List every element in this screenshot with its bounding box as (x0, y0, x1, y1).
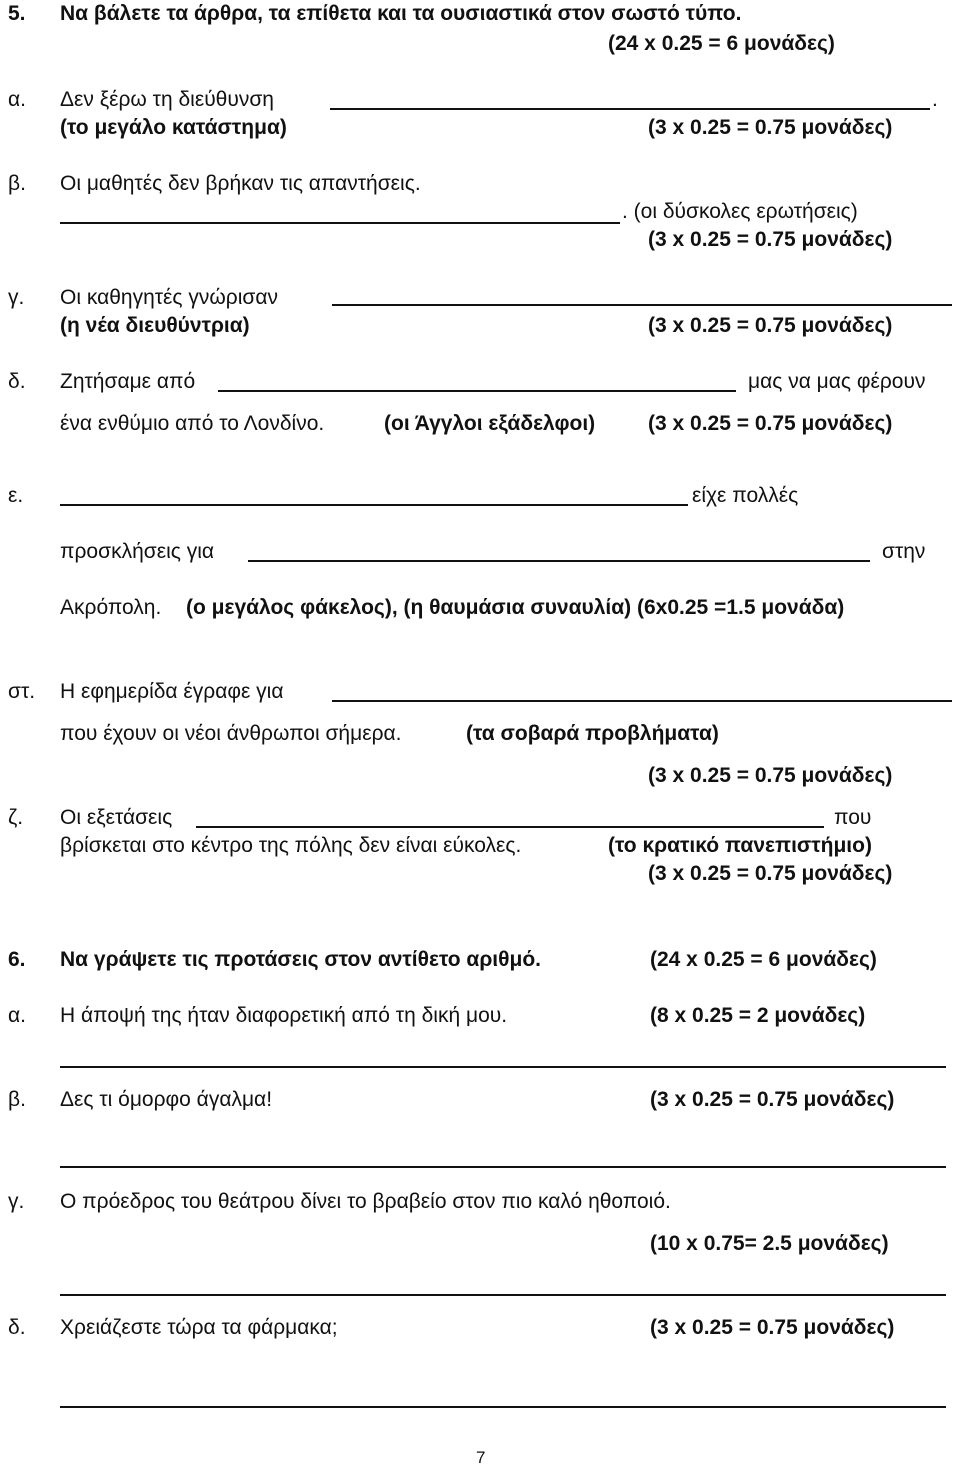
item-text: Χρειάζεστε τώρα τα φάρμακα; (60, 1316, 338, 1339)
item-label: δ. (8, 370, 26, 393)
item-points: (3 x 0.25 = 0.75 μονάδες) (648, 116, 893, 139)
exercise-5-points: (24 x 0.25 = 6 μονάδες) (608, 32, 835, 55)
item-label: α. (8, 1004, 26, 1027)
answer-line[interactable] (196, 826, 824, 828)
item-end: . (932, 88, 938, 111)
item-text: Ο πρόεδρος του θεάτρου δίνει το βραβείο στον πιο καλό ηθοποιό. (60, 1190, 671, 1213)
item-text: που (834, 806, 872, 829)
item-label: στ. (8, 680, 36, 703)
item-text: Οι μαθητές δεν βρήκαν τις απαντήσεις. (60, 172, 421, 195)
item-text: Οι καθηγητές γνώρισαν (60, 286, 278, 309)
answer-line[interactable] (60, 1406, 946, 1408)
item-points: (3 x 0.25 = 0.75 μονάδες) (648, 412, 893, 435)
item-text: Η άποψή της ήταν διαφορετική από τη δική μου. (60, 1004, 508, 1027)
item-text: Η εφημερίδα έγραφε για (60, 680, 284, 703)
item-hint: (τα σοβαρά προβλήματα) (466, 722, 719, 745)
item-text: μας να μας φέρουν (748, 370, 926, 393)
exercise-6-title: Να γράψετε τις προτάσεις στον αντίθετο αριθμό. (60, 948, 542, 971)
item-label: β. (8, 1088, 26, 1111)
item-text: είχε πολλές (692, 484, 799, 507)
item-text: Δεν ξέρω τη διεύθυνση (60, 88, 274, 111)
item-label: ζ. (8, 806, 24, 829)
item-points: (3 x 0.25 = 0.75 μονάδες) (650, 1088, 895, 1111)
answer-line[interactable] (332, 304, 952, 306)
answer-line[interactable] (60, 504, 688, 506)
answer-line[interactable] (60, 1294, 946, 1296)
item-hint: (ο μεγάλος φάκελος), (η θαυμάσια συναυλία) (6x0.25 =1.5 μονάδα) (186, 596, 845, 619)
item-text: Δες τι όμορφο άγαλμα! (60, 1088, 273, 1111)
answer-line[interactable] (332, 700, 952, 702)
exercise-6-number: 6. (8, 948, 26, 971)
item-text: βρίσκεται στο κέντρο της πόλης δεν είναι εύκολες. (60, 834, 522, 857)
exercise-5-number: 5. (8, 2, 26, 25)
exercise-6-points: (24 x 0.25 = 6 μονάδες) (650, 948, 877, 971)
item-hint: (οι Άγγλοι εξάδελφοι) (384, 412, 596, 435)
answer-line[interactable] (330, 108, 930, 110)
answer-line[interactable] (60, 1066, 946, 1068)
item-label: γ. (8, 286, 25, 309)
item-points: (8 x 0.25 = 2 μονάδες) (650, 1004, 866, 1027)
item-text: Ζητήσαμε από (60, 370, 196, 393)
answer-line[interactable] (60, 1166, 946, 1168)
item-points: (3 x 0.25 = 0.75 μονάδες) (648, 314, 893, 337)
item-label: ε. (8, 484, 24, 507)
item-text: ένα ενθύμιο από το Λονδίνο. (60, 412, 325, 435)
item-label: α. (8, 88, 26, 111)
item-points: (10 x 0.75= 2.5 μονάδες) (650, 1232, 889, 1255)
item-hint: . (οι δύσκολες ερωτήσεις) (622, 200, 858, 223)
item-points: (3 x 0.25 = 0.75 μονάδες) (648, 764, 893, 787)
answer-line[interactable] (218, 390, 736, 392)
item-text: Οι εξετάσεις (60, 806, 173, 829)
exercise-5-title: Να βάλετε τα άρθρα, τα επίθετα και τα ουσιαστικά στον σωστό τύπο. (60, 2, 742, 25)
item-label: β. (8, 172, 26, 195)
item-points: (3 x 0.25 = 0.75 μονάδες) (648, 862, 893, 885)
item-text: Ακρόπολη. (60, 596, 162, 619)
answer-line[interactable] (248, 560, 870, 562)
item-hint: (το μεγάλο κατάστημα) (60, 116, 287, 139)
page-number: 7 (476, 1448, 486, 1467)
item-text: που έχουν οι νέοι άνθρωποι σήμερα. (60, 722, 402, 745)
item-hint: (η νέα διευθύντρια) (60, 314, 250, 337)
item-hint: (το κρατικό πανεπιστήμιο) (608, 834, 872, 857)
item-points: (3 x 0.25 = 0.75 μονάδες) (648, 228, 893, 251)
item-text: στην (882, 540, 926, 563)
item-points: (3 x 0.25 = 0.75 μονάδες) (650, 1316, 895, 1339)
item-label: δ. (8, 1316, 26, 1339)
item-label: γ. (8, 1190, 25, 1213)
item-text: προσκλήσεις για (60, 540, 215, 563)
answer-line[interactable] (60, 222, 620, 224)
